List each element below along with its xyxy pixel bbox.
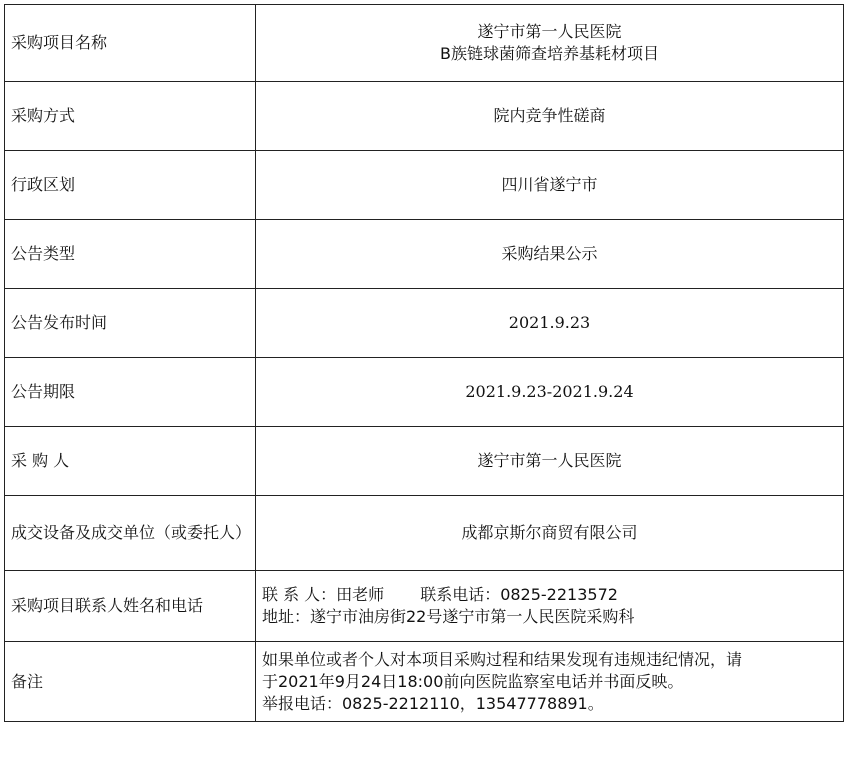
method-label: 采购方式 [5,82,256,151]
project-name-line2: B族链球菌筛查培养基耗材项目 [440,44,659,63]
row-project-name [5,5,844,82]
row-winner [5,496,844,571]
publish-time-label: 公告发布时间 [5,289,256,358]
remark-label: 备注 [5,642,256,722]
row-notice-type [5,220,844,289]
remark-line1: 如果单位或者个人对本项目采购过程和结果发现有违规违纪情况，请 [262,649,743,669]
method-value: 院内竞争性磋商 [256,82,844,151]
contact-address: 地址：遂宁市油房街22号遂宁市第一人民医院采购科 [262,607,635,626]
procurement-notice-table [4,4,844,722]
region-value: 四川省遂宁市 [256,151,844,220]
row-remark [5,642,844,722]
period-value: 2021.9.23-2021.9.24 [256,358,844,427]
project-name-label: 采购项目名称 [5,5,256,82]
contact-label: 采购项目联系人姓名和电话 [5,571,256,642]
project-name-line1: 遂宁市第一人民医院 [477,22,622,41]
winner-value: 成都京斯尔商贸有限公司 [256,496,844,571]
publish-time-value: 2021.9.23 [256,289,844,358]
row-period [5,358,844,427]
contact-person: 联 系 人：田老师 [262,585,385,604]
row-purchaser [5,427,844,496]
remark-line2: 于2021年9月24日18:00前向医院监察室电话并书面反映。 [262,671,684,691]
contact-line1 [262,584,837,606]
period-label: 公告期限 [5,358,256,427]
row-contact [5,571,844,642]
purchaser-label: 采 购 人 [5,427,256,496]
contact-value [256,571,844,642]
remark-line3: 举报电话：0825-2212110，13547778891。 [262,693,604,713]
project-name-value [256,5,844,82]
notice-type-label: 公告类型 [5,220,256,289]
row-method [5,82,844,151]
purchaser-value: 遂宁市第一人民医院 [256,427,844,496]
row-region [5,151,844,220]
remark-value [256,642,844,722]
row-publish-time [5,289,844,358]
notice-type-value: 采购结果公示 [256,220,844,289]
winner-label: 成交设备及成交单位（或委托人） [5,496,256,571]
contact-phone: 联系电话：0825-2213572 [420,585,618,604]
region-label: 行政区划 [5,151,256,220]
